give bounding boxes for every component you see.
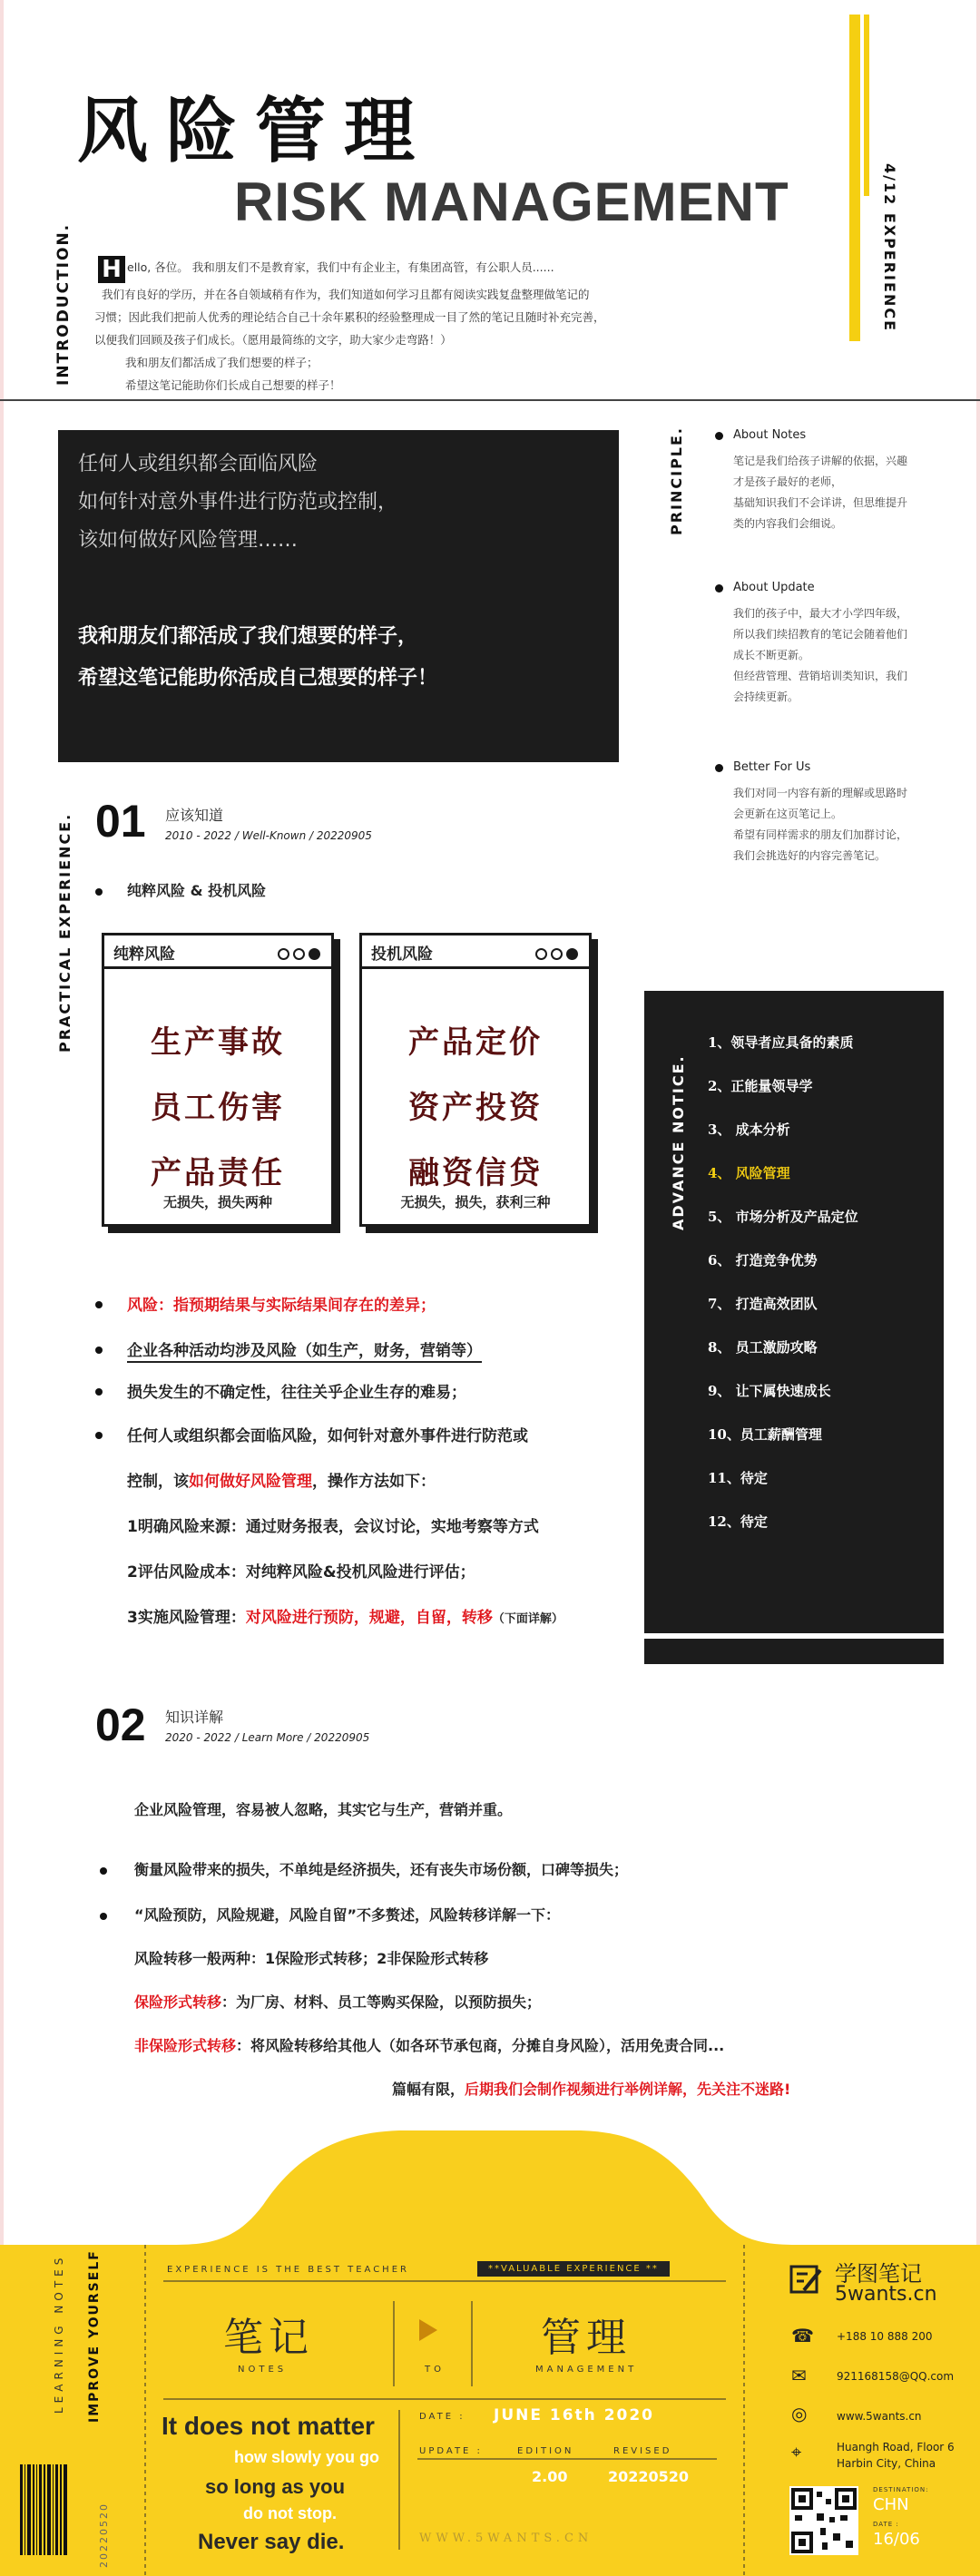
side-label-principle: PRINCIPLE. <box>668 426 685 535</box>
slogan-2: how slowly you go <box>234 2448 380 2466</box>
side-label-improve: IMPROVE YOURSELF <box>87 2249 102 2423</box>
revised-label: REVISED <box>613 2446 672 2456</box>
note-about-update: About Update 我们的孩子中，最大才小学四年级， 所以我们续招教育的笔记会随着他们 成长不断更新。 但经营管理、营销培训类知识，我们 会持续更新。 <box>715 581 942 708</box>
qr-code <box>789 2486 858 2555</box>
page-title-en: RISK MANAGEMENT <box>234 171 789 232</box>
advance-item: 8、 员工激励攻略 <box>708 1339 818 1356</box>
slogan-1: It does not matter <box>162 2412 375 2440</box>
location-icon: ⌖ <box>791 2441 802 2463</box>
date-value: JUNE 16th 2020 <box>494 2406 655 2424</box>
intro-paragraph: H ello, 各位。 我和朋友们不是教育家，我们中有企业主，有集团高管，有公职人员...... 我们有良好的学历，并在各自领域稍有作为，我们知道如何学习且都有阅读实践复盘整理做笔记的 习惯；因此我们把前人优秀的理论结合自己十余年累积的经验整理成一目了然的笔记且随时补充完善， 以便我们回顾及孩子们成长。（愿用最简练的文字，助大家少走弯路！） 我和朋友们都活成了我们想要的样子； 希望这笔记能助你们长成自己想要的样子！ <box>94 256 605 392</box>
section-meta: 2020 - 2022 / Learn More / 20220905 <box>165 1731 370 1744</box>
bullet-heading: 纯粹风险 & 投机风险 <box>127 882 267 899</box>
card-speculative-risk: 投机风险 产品定价 资产投资 融资信贷 无损失，损失，获利三种 <box>359 933 592 1227</box>
advance-item: 9、 让下属快速成长 <box>708 1383 831 1399</box>
window-dots <box>274 946 320 964</box>
advance-item: 3、 成本分析 <box>708 1121 790 1138</box>
mail-icon: ✉ <box>791 2365 807 2386</box>
pencil-logo-icon <box>789 2263 822 2296</box>
to-cn: 管理 <box>541 2315 632 2361</box>
slogan-4: do not stop. <box>243 2504 337 2522</box>
edition-label: EDITION <box>517 2446 574 2456</box>
slogan-5: Never say die. <box>198 2530 345 2554</box>
note-about-notes: About Notes 笔记是我们给孩子讲解的依据，兴趣 才是孩子最好的老师， 基础知识我们不会详讲，但思维提升 类的内容我们会细说。 <box>715 428 942 534</box>
advance-item: 11、待定 <box>708 1470 768 1486</box>
valuable-tag: **VALUABLE EXPERIENCE ** <box>477 2261 670 2277</box>
advance-item: 10、员工薪酬管理 <box>708 1426 822 1443</box>
advance-item: 2、正能量领导学 <box>708 1078 813 1094</box>
accent-bar <box>849 15 860 341</box>
date-label: DATE : <box>419 2412 466 2422</box>
bullet <box>100 1913 107 1920</box>
card-pure-risk: 纯粹风险 生产事故 员工伤害 产品责任 无损失，损失两种 <box>102 933 334 1227</box>
bullet <box>95 1432 103 1439</box>
destination-label: DESTINATION: <box>873 2486 929 2493</box>
intro-black-box: 任何人或组织都会面临风险 如何针对意外事件进行防范或控制， 该如何做好风险管理…… 我和朋友们都活成了我们想要的样子， 希望这笔记能助你活成自己想要的样子！ <box>58 430 619 762</box>
note-better-for-us: Better For Us 我们对同一内容有新的理解或思路时 会更新在这页笔记上。 希望有同样需求的朋友们加群讨论， 我们会挑选好的内容完善笔记。 <box>715 760 942 867</box>
panel-separator <box>644 1633 944 1639</box>
phone-icon: ☎ <box>791 2325 814 2346</box>
side-label-advance: ADVANCE NOTICE. <box>670 1054 687 1230</box>
side-label-practical: PRACTICAL EXPERIENCE. <box>56 812 74 1053</box>
barcode-number: 20220520 <box>98 2503 110 2568</box>
advance-item: 1、领导者应具备的素质 <box>708 1034 854 1051</box>
barcode <box>20 2464 69 2555</box>
side-label-introduction: INTRODUCTION. <box>54 222 73 386</box>
arrow-icon <box>419 2319 437 2341</box>
to-en: MANAGEMENT <box>535 2365 638 2375</box>
accent-bar-thin <box>864 15 869 196</box>
website[interactable]: www.5wants.cn <box>837 2410 922 2423</box>
bullet <box>95 1388 103 1396</box>
phone[interactable]: +188 10 888 200 <box>837 2330 933 2343</box>
revised-value: 20220520 <box>608 2468 690 2485</box>
side-label-experience: 4/12 EXPERIENCE <box>881 163 898 332</box>
address-line-1: Huangh Road, Floor 6 <box>837 2441 955 2454</box>
section-number: 02 <box>95 1699 146 1750</box>
section-title: 应该知道 <box>165 807 224 824</box>
drop-cap: H <box>98 256 125 283</box>
page-number: 16/06 <box>873 2530 920 2549</box>
edition-value: 2.00 <box>532 2468 568 2485</box>
advance-item: 6、 打造竞争优势 <box>708 1252 818 1268</box>
advance-item: 7、 打造高效团队 <box>708 1296 818 1312</box>
divider <box>0 399 980 401</box>
from-en: NOTES <box>238 2365 288 2375</box>
brand-en: 5wants.cn <box>835 2283 937 2306</box>
brand-cn: 学图笔记 <box>835 2261 922 2287</box>
date-label-2: DATE : <box>873 2521 899 2528</box>
risk-definition: 风险：指预期结果与实际结果间存在的差异； <box>127 1297 436 1315</box>
email[interactable]: 921168158@QQ.com <box>837 2370 955 2383</box>
advance-item: 5、 市场分析及产品定位 <box>708 1209 858 1225</box>
bullet <box>100 1867 107 1875</box>
website-bottom: WWW.5WANTS.CN <box>419 2532 593 2545</box>
destination-value: CHN <box>873 2495 909 2514</box>
page-title-cn: 风险管理 <box>77 91 434 172</box>
to-label: TO <box>425 2365 445 2375</box>
window-dots <box>532 946 578 964</box>
advance-item: 12、待定 <box>708 1513 768 1530</box>
side-label-learning-notes: LEARNING NOTES <box>53 2253 65 2414</box>
update-label: UPDATE : <box>419 2446 483 2456</box>
globe-icon: ◎ <box>791 2403 808 2424</box>
tagline: EXPERIENCE IS THE BEST TEACHER <box>167 2265 409 2275</box>
address-line-2: Harbin City, China <box>837 2457 936 2470</box>
section-title: 知识详解 <box>165 1709 224 1726</box>
section-meta: 2010 - 2022 / Well-Known / 20220905 <box>165 829 372 842</box>
bullet <box>95 1347 103 1354</box>
section-number: 01 <box>95 796 146 847</box>
slogan-3: so long as you <box>205 2475 346 2498</box>
bullet <box>95 888 103 896</box>
from-cn: 笔记 <box>223 2315 314 2361</box>
advance-item: 4、 风险管理 <box>708 1165 790 1181</box>
bullet <box>95 1301 103 1308</box>
